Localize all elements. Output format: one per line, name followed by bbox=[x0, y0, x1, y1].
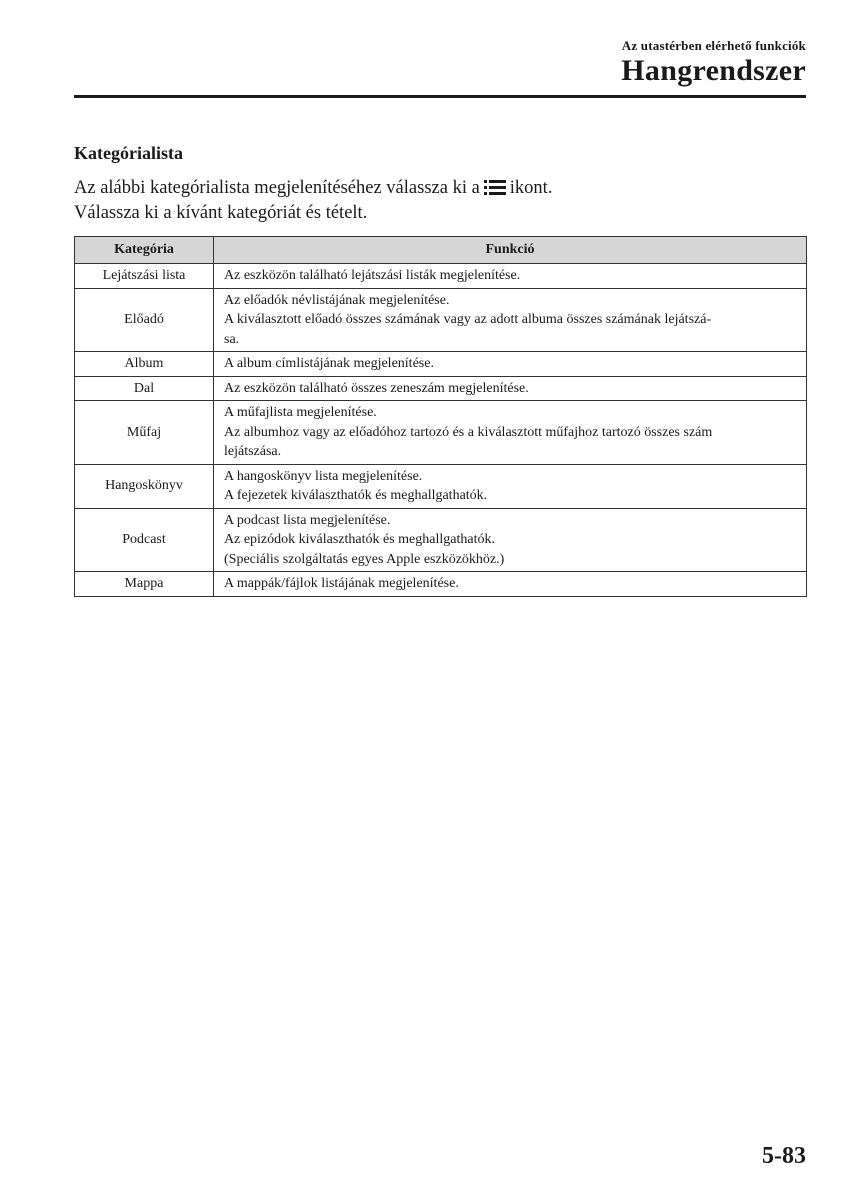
function-line: A kiválasztott előadó összes számának vagy az adott albuma összes számának lejátszá- bbox=[224, 312, 712, 327]
function-cell bbox=[214, 401, 807, 465]
function-line: sa. bbox=[224, 331, 240, 347]
table-body bbox=[75, 264, 807, 597]
table-row bbox=[75, 572, 807, 597]
header-category: Kategória bbox=[75, 237, 214, 264]
intro-line-2: Válassza ki a kívánt kategóriát és tételt. bbox=[74, 203, 368, 223]
function-cell bbox=[214, 264, 807, 289]
function-line: A fejezetek kiválaszthatók és meghallgathatók. bbox=[224, 488, 488, 503]
table-row bbox=[75, 288, 807, 352]
function-line: A album címlistájának megjelenítése. bbox=[224, 356, 434, 371]
function-cell bbox=[214, 352, 807, 377]
subheading: Kategórialista bbox=[74, 143, 183, 163]
function-cell bbox=[214, 508, 807, 572]
category-cell: Podcast bbox=[75, 508, 214, 572]
intro-text-before-icon: Az alábbi kategórialista megjelenítéséhez válassza ki a bbox=[74, 178, 480, 198]
page-title: Hangrendszer bbox=[621, 54, 806, 87]
function-cell bbox=[214, 464, 807, 508]
table-row bbox=[75, 264, 807, 289]
function-line: A műfajlista megjelenítése. bbox=[224, 405, 377, 420]
intro-text-after-icon: ikont. bbox=[509, 178, 553, 198]
intro-line-1 bbox=[74, 176, 552, 201]
function-cell bbox=[214, 572, 807, 597]
table-row bbox=[75, 401, 807, 465]
function-line: Az albumhoz vagy az előadóhoz tartozó és a kiválasztott műfajhoz tartozó összes szám bbox=[224, 424, 713, 440]
page-number: 5-83 bbox=[762, 1143, 806, 1169]
category-cell: Műfaj bbox=[75, 401, 214, 465]
function-line: A mappák/fájlok listájának megjelenítése. bbox=[224, 576, 459, 591]
category-table bbox=[74, 236, 807, 597]
list-icon bbox=[484, 180, 506, 195]
function-line: A hangoskönyv lista megjelenítése. bbox=[224, 468, 423, 484]
function-cell bbox=[214, 288, 807, 352]
function-line: Az eszközön található lejátszási listák megjelenítése. bbox=[224, 268, 521, 283]
category-cell: Hangoskönyv bbox=[75, 464, 214, 508]
table-row bbox=[75, 352, 807, 377]
category-cell: Lejátszási lista bbox=[75, 264, 214, 289]
function-line: Az eszközön található összes zeneszám megjelenítése. bbox=[224, 380, 529, 396]
category-cell: Előadó bbox=[75, 288, 214, 352]
header-rule bbox=[74, 95, 806, 98]
header-function: Funkció bbox=[214, 237, 807, 264]
function-line: lejátszása. bbox=[224, 444, 282, 459]
table-header-row bbox=[75, 237, 807, 264]
section-header: Az utastérben elérhető funkciók bbox=[621, 38, 806, 53]
table-row bbox=[75, 464, 807, 508]
function-line: A podcast lista megjelenítése. bbox=[224, 512, 391, 528]
category-cell: Album bbox=[75, 352, 214, 377]
function-line: Az epizódok kiválaszthatók és meghallgathatók. bbox=[224, 532, 495, 547]
category-cell: Dal bbox=[75, 376, 214, 401]
category-cell: Mappa bbox=[75, 572, 214, 597]
function-cell bbox=[214, 376, 807, 401]
function-line: Az előadók névlistájának megjelenítése. bbox=[224, 292, 450, 308]
intro-paragraph bbox=[74, 176, 552, 226]
function-line: (Speciális szolgáltatás egyes Apple eszközökhöz.) bbox=[224, 551, 505, 567]
table-row bbox=[75, 508, 807, 572]
table-row bbox=[75, 376, 807, 401]
